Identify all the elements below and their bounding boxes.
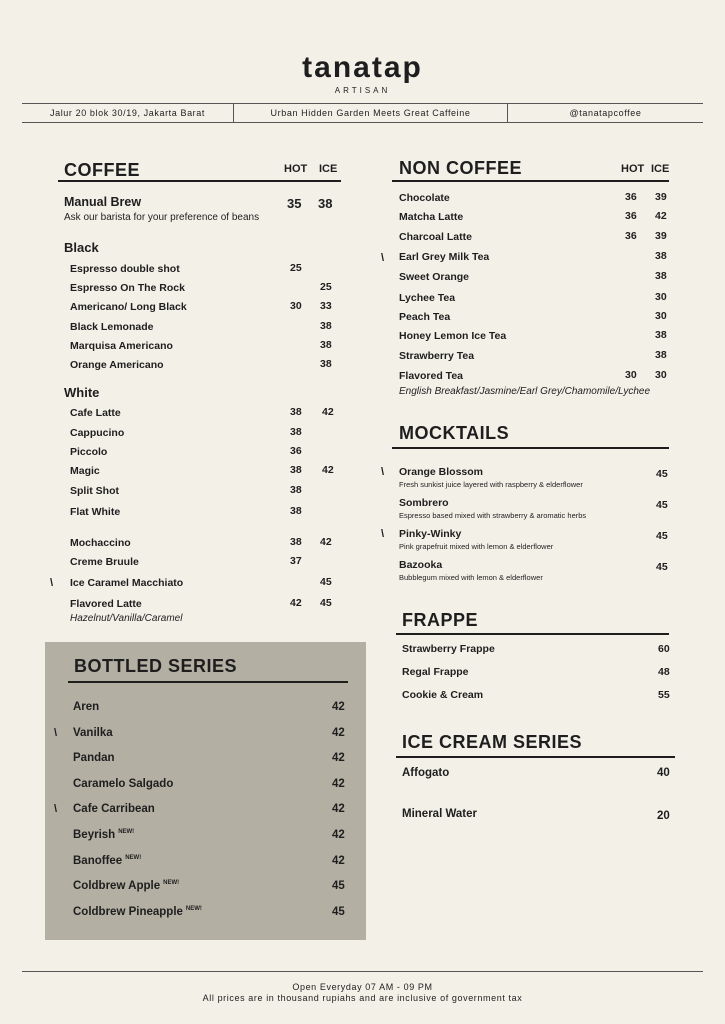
menu-item-name: Cappucino <box>70 427 125 439</box>
info-bar <box>22 103 703 123</box>
bottled-title: BOTTLED SERIES <box>74 656 238 676</box>
tagline: Urban Hidden Garden Meets Great Caffeine <box>234 104 508 122</box>
noncoffee-title: NON COFFEE <box>399 158 523 178</box>
mocktail-name: Sombrero <box>399 497 449 509</box>
ice-price: 38 <box>655 329 667 341</box>
mocktail-price: 45 <box>656 561 668 573</box>
signature-mark-icon: \ <box>381 466 385 478</box>
hot-price: 36 <box>625 230 637 242</box>
hot-price: 38 <box>290 505 302 517</box>
bottled-item-label: Aren <box>73 701 100 713</box>
black-title: Black <box>64 240 99 255</box>
ice-price: 33 <box>320 300 332 312</box>
signature-mark-icon: \ <box>50 577 54 589</box>
manual-brew-hot: 35 <box>287 196 302 211</box>
hot-price: 36 <box>290 445 302 457</box>
ice-price: 30 <box>655 291 667 303</box>
bottled-item-price: 42 <box>332 727 345 739</box>
mocktail-name: Pinky-Winky <box>399 528 462 540</box>
bottled-rule <box>68 681 348 683</box>
bottled-item-price: 45 <box>332 906 345 918</box>
menu-item-name: Mochaccino <box>70 537 131 549</box>
footer-rule <box>22 971 703 972</box>
mocktail-desc: Espresso based mixed with strawberry & aromatic herbs <box>399 511 587 520</box>
coffee-title: COFFEE <box>64 160 141 180</box>
manual-brew-name: Manual Brew <box>64 195 142 209</box>
icecream-item-name: Mineral Water <box>402 808 477 820</box>
bottled-item-label: Caramelo Salgado <box>73 778 174 790</box>
icecream-rule <box>396 756 675 758</box>
menu-item-name: Magic <box>70 465 100 477</box>
bottled-item-name <box>73 855 141 867</box>
manual-brew-ice: 38 <box>318 196 333 211</box>
hot-price: 42 <box>290 597 302 609</box>
frappe-name: Cookie & Cream <box>402 689 484 701</box>
white-title: White <box>64 385 100 400</box>
noncoffee-rule <box>392 180 669 182</box>
mocktail-desc: Pink grapefruit mixed with lemon & elderflower <box>399 542 554 551</box>
menu-item-name: Piccolo <box>70 446 108 458</box>
signature-mark-icon: \ <box>381 252 385 264</box>
bottled-item-label: Vanilka <box>73 727 113 739</box>
hot-price: 38 <box>290 464 302 476</box>
menu-item-name: Sweet Orange <box>399 271 470 283</box>
ice-price: 39 <box>655 191 667 203</box>
hot-price: 25 <box>290 262 302 274</box>
ice-price: 42 <box>655 210 667 222</box>
bottled-item-label: Banoffee <box>73 855 123 867</box>
bottled-panel <box>45 642 366 940</box>
mocktail-desc: Fresh sunkist juice layered with raspberry & elderflower <box>399 480 583 489</box>
icecream-title: ICE CREAM SERIES <box>402 732 583 752</box>
opening-hours: Open Everyday 07 AM - 09 PM <box>292 982 433 992</box>
brand-logo: tanatap <box>302 51 423 84</box>
menu-item-name: Ice Caramel Macchiato <box>70 577 184 589</box>
menu-item-name: Chocolate <box>399 192 450 204</box>
ice-price: 38 <box>320 339 332 351</box>
bottled-item-name <box>73 829 134 841</box>
bottled-item-price: 42 <box>332 829 345 841</box>
ice-price: 38 <box>655 250 667 262</box>
hot-price: 38 <box>290 426 302 438</box>
menu-item-name: Earl Grey Milk Tea <box>399 251 490 263</box>
price-note: All prices are in thousand rupiahs and are inclusive of government tax <box>202 993 523 1003</box>
menu-item-name: Strawberry Tea <box>399 350 475 362</box>
signature-mark-icon: \ <box>381 528 385 540</box>
bottled-item-name <box>73 880 179 892</box>
icecream-item-name: Affogato <box>402 767 450 779</box>
hot-price: 38 <box>290 536 302 548</box>
mocktail-name: Bazooka <box>399 559 443 571</box>
hot-price: 30 <box>290 300 302 312</box>
hot-price: 30 <box>625 369 637 381</box>
hot-price: 37 <box>290 555 302 567</box>
ice-price: 39 <box>655 230 667 242</box>
frappe-price: 48 <box>658 666 670 678</box>
bottled-item-name <box>73 701 99 713</box>
ice-price: 38 <box>655 349 667 361</box>
hot-price: 36 <box>625 191 637 203</box>
ice-price: 45 <box>320 597 332 609</box>
manual-brew-desc: Ask our barista for your preference of beans <box>64 212 260 223</box>
menu-item-name: Lychee Tea <box>399 292 456 304</box>
brand-subtitle: ARTISAN <box>334 86 391 95</box>
coffee-hot-header: HOT <box>284 163 308 175</box>
frappe-name: Strawberry Frappe <box>402 643 495 655</box>
coffee-ice-header: ICE <box>319 163 338 175</box>
menu-item-name: Americano/ Long Black <box>70 301 187 313</box>
bottled-item-name <box>73 906 202 918</box>
frappe-name: Regal Frappe <box>402 666 469 678</box>
mocktails-title: MOCKTAILS <box>399 423 510 443</box>
new-badge: NEW! <box>163 880 180 887</box>
menu-item-name: Cafe Latte <box>70 407 121 419</box>
ice-price: 38 <box>655 270 667 282</box>
new-badge: NEW! <box>185 906 202 913</box>
frappe-price: 60 <box>658 643 670 655</box>
latte-flavors: Hazelnut/Vanilla/Caramel <box>70 613 183 624</box>
mocktail-desc: Bubblegum mixed with lemon & elderflower <box>399 573 543 582</box>
hot-price: 38 <box>290 484 302 496</box>
ice-price: 42 <box>320 536 332 548</box>
frappe-title: FRAPPE <box>402 610 479 630</box>
menu-item-name: Flat White <box>70 506 121 518</box>
social-handle: @tanatapcoffee <box>569 108 642 118</box>
mocktails-rule <box>392 447 669 449</box>
menu-item-name: Espresso On The Rock <box>70 282 185 294</box>
menu-item-name: Matcha Latte <box>399 211 464 223</box>
bottled-item-label: Coldbrew Pineapple <box>73 906 183 918</box>
menu-item-name: Espresso double shot <box>70 263 180 275</box>
frappe-price: 55 <box>658 689 670 701</box>
mocktail-price: 45 <box>656 499 668 511</box>
bottled-item-name <box>73 727 113 739</box>
menu-item-name: Flavored Latte <box>70 598 142 610</box>
coffee-rule <box>58 180 341 182</box>
bottled-item-name <box>73 803 155 815</box>
menu-item-name: Honey Lemon Ice Tea <box>399 330 507 342</box>
ice-price: 25 <box>320 281 332 293</box>
tea-flavors: English Breakfast/Jasmine/Earl Grey/Chamomile/Lychee <box>399 386 651 397</box>
ice-price: 42 <box>322 464 334 476</box>
ice-price: 42 <box>322 406 334 418</box>
bottled-item-price: 42 <box>332 778 345 790</box>
bottled-item-price: 42 <box>332 855 345 867</box>
menu-item-name: Flavored Tea <box>399 370 463 382</box>
new-badge: NEW! <box>118 829 135 836</box>
icecream-item-price: 40 <box>657 767 670 779</box>
address: Jalur 20 blok 30/19, Jakarta Barat <box>22 104 234 122</box>
frappe-rule <box>396 633 669 635</box>
brand-header <box>0 52 725 95</box>
bottled-item-label: Beyrish <box>73 829 116 841</box>
ice-price: 45 <box>320 576 332 588</box>
bottled-item-name <box>73 778 173 790</box>
menu-item-name: Creme Bruule <box>70 556 139 568</box>
ice-price: 30 <box>655 369 667 381</box>
bottled-item-price: 42 <box>332 752 345 764</box>
signature-mark-icon: \ <box>54 803 58 815</box>
hot-price: 38 <box>290 406 302 418</box>
bottled-item-label: Pandan <box>73 752 115 764</box>
noncoffee-hot-header: HOT <box>621 163 645 175</box>
menu-item-name: Peach Tea <box>399 311 451 323</box>
bottled-item-label: Cafe Carribean <box>73 803 155 815</box>
bottled-item-price: 45 <box>332 880 345 892</box>
mocktail-price: 45 <box>656 530 668 542</box>
noncoffee-ice-header: ICE <box>651 163 670 175</box>
mocktail-name: Orange Blossom <box>399 466 484 478</box>
menu-item-name: Split Shot <box>70 485 119 497</box>
bottled-item-label: Coldbrew Apple <box>73 880 161 892</box>
bottled-item-price: 42 <box>332 701 345 713</box>
hot-price: 36 <box>625 210 637 222</box>
ice-price: 38 <box>320 358 332 370</box>
menu-item-name: Black Lemonade <box>70 321 154 333</box>
bottled-item-price: 42 <box>332 803 345 815</box>
icecream-item-price: 20 <box>657 810 670 822</box>
menu-item-name: Marquisa Americano <box>70 340 173 352</box>
new-badge: NEW! <box>125 855 142 862</box>
ice-price: 30 <box>655 310 667 322</box>
signature-mark-icon: \ <box>54 727 58 739</box>
menu-item-name: Charcoal Latte <box>399 231 472 243</box>
bottled-item-name <box>73 752 115 764</box>
ice-price: 38 <box>320 320 332 332</box>
menu-item-name: Orange Americano <box>70 359 164 371</box>
mocktail-price: 45 <box>656 468 668 480</box>
